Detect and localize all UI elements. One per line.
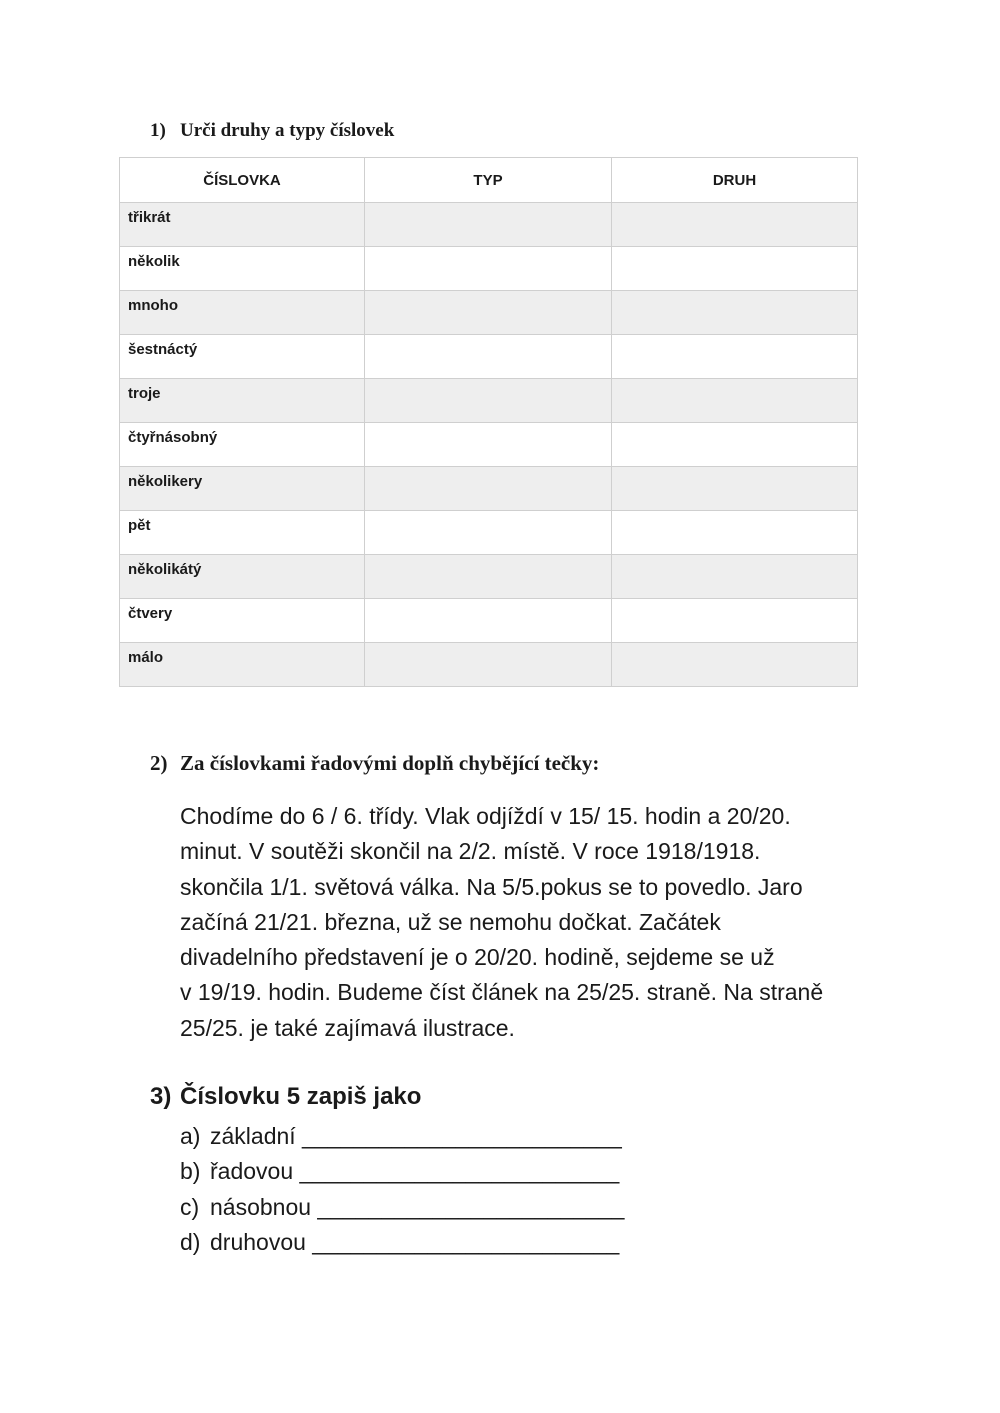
exercise-2-number: 2) xyxy=(150,751,168,775)
table-row xyxy=(120,555,858,599)
list-item[interactable] xyxy=(180,1225,624,1260)
header-typ: TYP xyxy=(365,158,612,203)
typ-answer-cell[interactable] xyxy=(365,555,612,599)
numeral-cell: několikátý xyxy=(120,555,365,599)
paragraph-line: divadelního představení je o 20/20. hodině, sejdeme se už xyxy=(180,944,775,971)
typ-answer-cell[interactable] xyxy=(365,423,612,467)
numeral-cell: málo xyxy=(120,643,365,687)
paragraph-line: skončila 1/1. světová válka. Na 5/5.pokus se to povedlo. Jaro xyxy=(180,873,803,900)
numeral-cell: několik xyxy=(120,247,365,291)
druh-answer-cell[interactable] xyxy=(612,203,858,247)
paragraph-line: 25/25. je také zajímavá ilustrace. xyxy=(180,1014,515,1041)
druh-answer-cell[interactable] xyxy=(612,423,858,467)
druh-answer-cell[interactable] xyxy=(612,467,858,511)
druh-answer-cell[interactable] xyxy=(612,599,858,643)
exercise-3-title-text: Číslovku 5 zapiš jako xyxy=(180,1083,422,1110)
typ-answer-cell[interactable] xyxy=(365,511,612,555)
numeral-cell: mnoho xyxy=(120,291,365,335)
table-row xyxy=(120,423,858,467)
exercise-3-list xyxy=(180,1119,624,1260)
table-row xyxy=(120,599,858,643)
paragraph-line: Chodíme do 6 / 6. třídy. Vlak odjíždí v 15/ 15. hodin a 20/20. xyxy=(180,803,791,829)
exercise-2-title xyxy=(150,751,599,776)
header-druh: DRUH xyxy=(612,158,858,203)
paragraph-line: začíná 21/21. března, už se nemohu dočkat. Začátek xyxy=(180,908,721,935)
item-letter: b) xyxy=(180,1158,201,1185)
numeral-cell: šestnáctý xyxy=(120,335,365,379)
paragraph-line: v 19/19. hodin. Budeme číst článek na 25/25. straně. Na straně xyxy=(180,979,824,1006)
druh-answer-cell[interactable] xyxy=(612,511,858,555)
numeral-cell: několikery xyxy=(120,467,365,511)
table-header-row xyxy=(120,158,858,203)
table-row xyxy=(120,511,858,555)
numeral-cell: pět xyxy=(120,511,365,555)
typ-answer-cell[interactable] xyxy=(365,335,612,379)
exercise-1-title-text: Urči druhy a typy číslovek xyxy=(180,120,395,141)
table-row xyxy=(120,203,858,247)
table-row xyxy=(120,379,858,423)
exercise-3-number: 3) xyxy=(150,1083,172,1110)
table-row xyxy=(120,291,858,335)
numeral-cell: čtvery xyxy=(120,599,365,643)
druh-answer-cell[interactable] xyxy=(612,291,858,335)
item-letter: a) xyxy=(180,1123,201,1149)
exercise-2-paragraph xyxy=(180,799,880,1046)
druh-answer-cell[interactable] xyxy=(612,643,858,687)
typ-answer-cell[interactable] xyxy=(365,203,612,247)
list-item[interactable] xyxy=(180,1154,624,1189)
header-cislovka: ČÍSLOVKA xyxy=(120,158,365,203)
numerals-table xyxy=(119,157,858,687)
druh-answer-cell[interactable] xyxy=(612,247,858,291)
typ-answer-cell[interactable] xyxy=(365,643,612,687)
table-row xyxy=(120,247,858,291)
numeral-cell: čtyřnásobný xyxy=(120,423,365,467)
typ-answer-cell[interactable] xyxy=(365,599,612,643)
table-row xyxy=(120,467,858,511)
table-row xyxy=(120,643,858,687)
item-text: řadovou _________________________ xyxy=(210,1158,620,1185)
typ-answer-cell[interactable] xyxy=(365,291,612,335)
list-item[interactable] xyxy=(180,1190,624,1225)
druh-answer-cell[interactable] xyxy=(612,379,858,423)
exercise-2-title-text: Za číslovkami řadovými doplň chybějící tečky: xyxy=(180,751,600,775)
numeral-cell: třikrát xyxy=(120,203,365,247)
numeral-cell: troje xyxy=(120,379,365,423)
item-letter: d) xyxy=(180,1228,201,1255)
druh-answer-cell[interactable] xyxy=(612,335,858,379)
exercise-1-number: 1) xyxy=(150,120,166,141)
exercise-3-title xyxy=(150,1083,421,1111)
item-text: druhovou ________________________ xyxy=(210,1228,620,1255)
list-item[interactable] xyxy=(180,1119,624,1154)
paragraph-line: minut. V soutěži skončil na 2/2. místě. V roce 1918/1918. xyxy=(180,838,761,865)
item-letter: c) xyxy=(180,1193,200,1220)
exercise-1-title xyxy=(150,120,394,142)
typ-answer-cell[interactable] xyxy=(365,247,612,291)
item-text: základní _________________________ xyxy=(210,1123,622,1149)
table-row xyxy=(120,335,858,379)
druh-answer-cell[interactable] xyxy=(612,555,858,599)
item-text: násobnou ________________________ xyxy=(210,1193,625,1220)
typ-answer-cell[interactable] xyxy=(365,467,612,511)
typ-answer-cell[interactable] xyxy=(365,379,612,423)
